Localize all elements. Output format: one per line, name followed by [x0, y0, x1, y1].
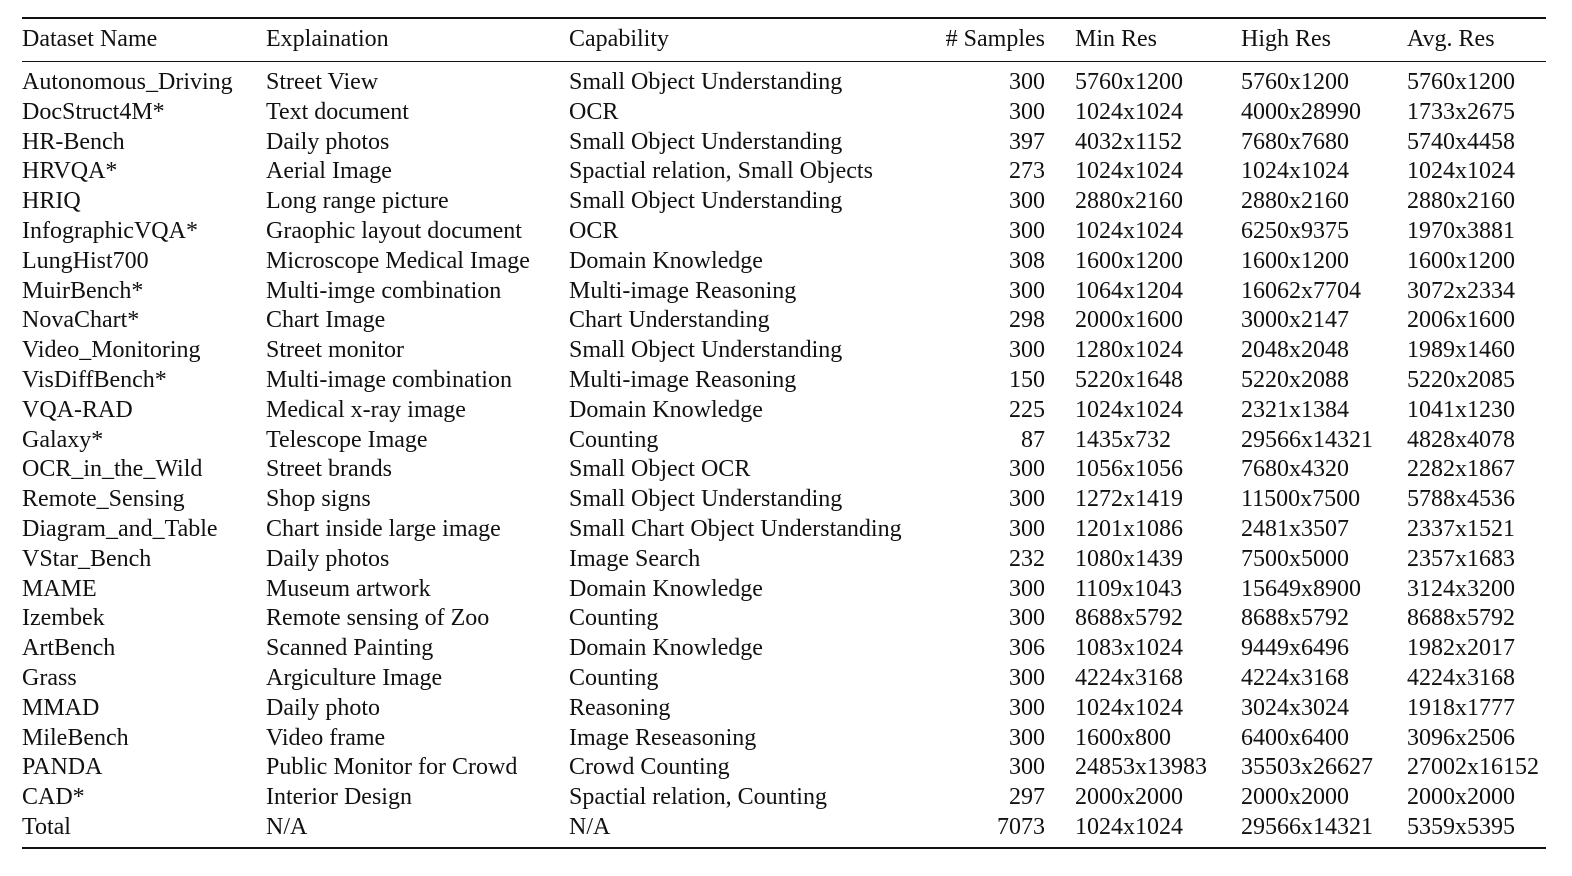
- cell-min-res: 8688x5792: [1075, 605, 1183, 632]
- cell-dataset-name: CAD*: [22, 784, 85, 811]
- cell-explaination: Street View: [266, 69, 379, 95]
- cell-min-res: 24853x13983: [1075, 754, 1207, 781]
- table-row: [22, 485, 1546, 515]
- cell-samples: 150: [1009, 366, 1045, 393]
- cell-min-res: 4224x3168: [1075, 664, 1183, 691]
- cell-dataset-name: Autonomous_Driving: [22, 69, 233, 95]
- cell-capability: Multi-image Reasoning: [569, 277, 797, 304]
- cell-explaination: Argiculture Image: [266, 664, 443, 691]
- cell-min-res: 5760x1200: [1075, 69, 1183, 95]
- cell-high-res: 29566x14321: [1241, 813, 1373, 840]
- cell-capability: Small Object Understanding: [569, 69, 843, 95]
- cell-capability: Domain Knowledge: [569, 396, 763, 423]
- cell-min-res: 1435x732: [1075, 426, 1171, 453]
- cell-samples: 300: [1009, 98, 1045, 125]
- cell-avg-res: 3124x3200: [1407, 575, 1515, 602]
- table-row: [22, 783, 1546, 813]
- cell-avg-res: 27002x16152: [1407, 754, 1539, 781]
- cell-min-res: 1024x1024: [1075, 98, 1183, 125]
- cell-high-res: 35503x26627: [1241, 754, 1373, 781]
- table-row: [22, 575, 1546, 605]
- cell-dataset-name: Video_Monitoring: [22, 337, 201, 364]
- cell-capability: Image Search: [569, 545, 701, 572]
- cell-high-res: 2481x3507: [1241, 515, 1349, 542]
- cell-high-res: 7680x7680: [1241, 128, 1349, 155]
- cell-dataset-name: HR-Bench: [22, 128, 125, 155]
- cell-samples: 306: [1009, 635, 1045, 662]
- table-row: [22, 634, 1546, 664]
- cell-dataset-name: VStar_Bench: [22, 545, 152, 572]
- cell-high-res: 5760x1200: [1241, 69, 1349, 95]
- table-row: [22, 753, 1546, 783]
- cell-explaination: Scanned Painting: [266, 635, 434, 662]
- cell-high-res: 4224x3168: [1241, 664, 1349, 691]
- cell-samples: 300: [1009, 515, 1045, 542]
- cell-samples: 273: [1009, 158, 1045, 185]
- cell-dataset-name: Galaxy*: [22, 426, 104, 453]
- cell-high-res: 3024x3024: [1241, 694, 1349, 721]
- table-row: [22, 187, 1546, 217]
- cell-high-res: 6250x9375: [1241, 217, 1349, 244]
- table-row: [22, 62, 1546, 98]
- cell-avg-res: 2006x1600: [1407, 307, 1515, 334]
- cell-samples: 300: [1009, 664, 1045, 691]
- header-dataset-name: Dataset Name: [22, 26, 158, 53]
- cell-capability: Spactial relation, Counting: [569, 784, 827, 811]
- table-header: [22, 18, 1546, 62]
- cell-avg-res: 2282x1867: [1407, 456, 1515, 483]
- cell-dataset-name: NovaChart*: [22, 307, 140, 334]
- table-row: [22, 604, 1546, 634]
- cell-samples: 298: [1009, 307, 1045, 334]
- cell-samples: 300: [1009, 724, 1045, 751]
- cell-capability: Chart Understanding: [569, 307, 770, 334]
- cell-dataset-name: MuirBench*: [22, 277, 144, 304]
- cell-min-res: 1024x1024: [1075, 158, 1183, 185]
- cell-high-res: 2321x1384: [1241, 396, 1349, 423]
- cell-avg-res: 4224x3168: [1407, 664, 1515, 691]
- cell-dataset-name: HRVQA*: [22, 158, 118, 185]
- cell-high-res: 5220x2088: [1241, 366, 1349, 393]
- cell-samples: 300: [1009, 188, 1045, 215]
- cell-high-res: 11500x7500: [1241, 486, 1361, 513]
- cell-explaination: Daily photo: [266, 694, 380, 721]
- cell-avg-res: 5740x4458: [1407, 128, 1515, 155]
- cell-min-res: 5220x1648: [1075, 366, 1183, 393]
- cell-samples: 300: [1009, 456, 1045, 483]
- table-row: [22, 128, 1546, 158]
- cell-dataset-name: PANDA: [22, 754, 103, 781]
- cell-min-res: 1280x1024: [1075, 337, 1183, 364]
- cell-high-res: 1600x1200: [1241, 247, 1349, 274]
- cell-dataset-name: HRIQ: [22, 188, 81, 215]
- cell-high-res: 8688x5792: [1241, 605, 1349, 632]
- cell-samples: 225: [1009, 396, 1045, 423]
- table-row: [22, 515, 1546, 545]
- table-row: [22, 455, 1546, 485]
- cell-samples: 300: [1009, 217, 1045, 244]
- table-row: [22, 366, 1546, 396]
- header-min-res: Min Res: [1075, 26, 1158, 53]
- cell-explaination: Multi-image combination: [266, 366, 512, 393]
- cell-samples: 308: [1009, 247, 1045, 274]
- cell-high-res: 4000x28990: [1241, 98, 1361, 125]
- table-row: [22, 98, 1546, 128]
- cell-capability: Counting: [569, 605, 659, 632]
- table-body: [22, 62, 1546, 848]
- cell-capability: Domain Knowledge: [569, 247, 763, 274]
- cell-dataset-name: Grass: [22, 664, 77, 691]
- cell-min-res: 1083x1024: [1075, 635, 1183, 662]
- cell-min-res: 1600x800: [1075, 724, 1171, 751]
- cell-min-res: 1201x1086: [1075, 515, 1183, 542]
- table-row: [22, 157, 1546, 187]
- cell-high-res: 6400x6400: [1241, 724, 1349, 751]
- cell-explaination: Medical x-ray image: [266, 396, 466, 423]
- cell-min-res: 2000x1600: [1075, 307, 1183, 334]
- cell-capability: Multi-image Reasoning: [569, 366, 797, 393]
- cell-samples: 300: [1009, 605, 1045, 632]
- table-row: [22, 724, 1546, 754]
- cell-samples: 300: [1009, 69, 1045, 95]
- cell-avg-res: 1982x2017: [1407, 635, 1515, 662]
- cell-high-res: 7500x5000: [1241, 545, 1349, 572]
- cell-explaination: Museum artwork: [266, 575, 431, 602]
- cell-capability: Small Object Understanding: [569, 337, 843, 364]
- cell-capability: Small Object OCR: [569, 456, 751, 483]
- cell-capability: Image Reseasoning: [569, 724, 757, 751]
- cell-avg-res: 3072x2334: [1407, 277, 1515, 304]
- cell-capability: Domain Knowledge: [569, 635, 763, 662]
- cell-avg-res: 8688x5792: [1407, 605, 1515, 632]
- table-row: [22, 396, 1546, 426]
- cell-min-res: 1024x1024: [1075, 396, 1183, 423]
- cell-avg-res: 2880x2160: [1407, 188, 1515, 215]
- cell-high-res: 29566x14321: [1241, 426, 1373, 453]
- table-row: [22, 694, 1546, 724]
- cell-explaination: Street monitor: [266, 337, 404, 364]
- cell-dataset-name: Total: [22, 813, 71, 840]
- cell-capability: Counting: [569, 664, 659, 691]
- cell-dataset-name: DocStruct4M*: [22, 98, 165, 125]
- cell-explaination: Microscope Medical Image: [266, 247, 530, 274]
- header-row: [22, 18, 1546, 62]
- cell-explaination: Chart Image: [266, 307, 386, 334]
- table-row: [22, 247, 1546, 277]
- cell-explaination: Remote sensing of Zoo: [266, 605, 490, 632]
- header-avg-res: Avg. Res: [1407, 26, 1495, 53]
- cell-samples: 397: [1009, 128, 1045, 155]
- cell-avg-res: 1989x1460: [1407, 337, 1515, 364]
- cell-capability: OCR: [569, 217, 619, 244]
- header-high-res: High Res: [1241, 26, 1331, 53]
- cell-high-res: 15649x8900: [1241, 575, 1361, 602]
- cell-avg-res: 5359x5395: [1407, 813, 1515, 840]
- dataset-table: [22, 17, 1546, 849]
- cell-samples: 232: [1009, 545, 1045, 572]
- cell-capability: Reasoning: [569, 694, 671, 721]
- cell-high-res: 2880x2160: [1241, 188, 1349, 215]
- dataset-table-container: [22, 17, 1546, 849]
- cell-capability: Small Object Understanding: [569, 188, 843, 215]
- cell-explaination: Daily photos: [266, 545, 390, 572]
- cell-avg-res: 2000x2000: [1407, 784, 1515, 811]
- header-explaination: Explaination: [266, 26, 389, 53]
- table-row: [22, 664, 1546, 694]
- cell-samples: 300: [1009, 277, 1045, 304]
- header-samples: # Samples: [945, 26, 1045, 53]
- cell-samples: 300: [1009, 575, 1045, 602]
- cell-min-res: 1024x1024: [1075, 217, 1183, 244]
- cell-capability: N/A: [569, 813, 611, 840]
- cell-dataset-name: LungHist700: [22, 247, 149, 274]
- table-row: [22, 306, 1546, 336]
- cell-explaination: Telescope Image: [266, 426, 428, 453]
- cell-min-res: 1600x1200: [1075, 247, 1183, 274]
- cell-avg-res: 5760x1200: [1407, 69, 1515, 95]
- cell-min-res: 4032x1152: [1075, 128, 1183, 155]
- cell-capability: Small Object Understanding: [569, 486, 843, 513]
- cell-dataset-name: MAME: [22, 575, 97, 602]
- cell-capability: Crowd Counting: [569, 754, 730, 781]
- cell-avg-res: 2337x1521: [1407, 515, 1515, 542]
- cell-explaination: Aerial Image: [266, 158, 392, 185]
- cell-avg-res: 4828x4078: [1407, 426, 1515, 453]
- table-row-total: [22, 813, 1546, 848]
- cell-min-res: 1272x1419: [1075, 486, 1183, 513]
- cell-avg-res: 5788x4536: [1407, 486, 1515, 513]
- cell-dataset-name: VisDiffBench*: [22, 366, 167, 393]
- cell-explaination: Multi-imge combination: [266, 277, 502, 304]
- cell-explaination: Street brands: [266, 456, 392, 483]
- cell-samples: 300: [1009, 486, 1045, 513]
- cell-high-res: 16062x7704: [1241, 277, 1361, 304]
- cell-dataset-name: ArtBench: [22, 635, 116, 662]
- cell-high-res: 2048x2048: [1241, 337, 1349, 364]
- cell-dataset-name: Remote_Sensing: [22, 486, 185, 513]
- cell-min-res: 1056x1056: [1075, 456, 1183, 483]
- cell-explaination: N/A: [266, 813, 308, 840]
- cell-avg-res: 2357x1683: [1407, 545, 1515, 572]
- cell-explaination: Video frame: [266, 724, 386, 751]
- cell-avg-res: 1024x1024: [1407, 158, 1515, 185]
- cell-capability: Counting: [569, 426, 659, 453]
- table-row: [22, 336, 1546, 366]
- cell-avg-res: 5220x2085: [1407, 366, 1515, 393]
- cell-explaination: Graophic layout document: [266, 217, 522, 244]
- cell-dataset-name: Diagram_and_Table: [22, 515, 218, 542]
- header-capability: Capability: [569, 26, 669, 53]
- cell-min-res: 1109x1043: [1075, 575, 1183, 602]
- cell-samples: 7073: [997, 813, 1045, 840]
- cell-capability: Spactial relation, Small Objects: [569, 158, 873, 185]
- cell-high-res: 3000x2147: [1241, 307, 1349, 334]
- cell-avg-res: 1918x1777: [1407, 694, 1515, 721]
- cell-dataset-name: MileBench: [22, 724, 129, 751]
- cell-explaination: Long range picture: [266, 188, 449, 215]
- cell-explaination: Daily photos: [266, 128, 390, 155]
- cell-samples: 300: [1009, 754, 1045, 781]
- cell-min-res: 2880x2160: [1075, 188, 1183, 215]
- cell-capability: Small Object Understanding: [569, 128, 843, 155]
- cell-samples: 300: [1009, 694, 1045, 721]
- cell-avg-res: 3096x2506: [1407, 724, 1515, 751]
- cell-dataset-name: VQA-RAD: [22, 396, 133, 423]
- cell-min-res: 2000x2000: [1075, 784, 1183, 811]
- cell-min-res: 1064x1204: [1075, 277, 1183, 304]
- cell-avg-res: 1041x1230: [1407, 396, 1515, 423]
- cell-samples: 300: [1009, 337, 1045, 364]
- cell-avg-res: 1970x3881: [1407, 217, 1515, 244]
- cell-explaination: Chart inside large image: [266, 515, 501, 542]
- cell-dataset-name: Izembek: [22, 605, 105, 632]
- table-row: [22, 426, 1546, 456]
- cell-avg-res: 1600x1200: [1407, 247, 1515, 274]
- table-row: [22, 545, 1546, 575]
- cell-explaination: Text document: [266, 98, 409, 125]
- cell-min-res: 1024x1024: [1075, 694, 1183, 721]
- table-row: [22, 277, 1546, 307]
- cell-high-res: 1024x1024: [1241, 158, 1349, 185]
- cell-high-res: 2000x2000: [1241, 784, 1349, 811]
- cell-min-res: 1080x1439: [1075, 545, 1183, 572]
- cell-capability: Domain Knowledge: [569, 575, 763, 602]
- cell-avg-res: 1733x2675: [1407, 98, 1515, 125]
- cell-dataset-name: InfographicVQA*: [22, 217, 198, 244]
- table-row: [22, 217, 1546, 247]
- cell-dataset-name: MMAD: [22, 694, 100, 721]
- cell-explaination: Interior Design: [266, 784, 412, 811]
- cell-explaination: Public Monitor for Crowd: [266, 754, 518, 781]
- cell-samples: 297: [1009, 784, 1045, 811]
- cell-high-res: 7680x4320: [1241, 456, 1349, 483]
- cell-high-res: 9449x6496: [1241, 635, 1349, 662]
- cell-min-res: 1024x1024: [1075, 813, 1183, 840]
- cell-capability: Small Chart Object Understanding: [569, 515, 902, 542]
- cell-explaination: Shop signs: [266, 486, 371, 513]
- cell-samples: 87: [1021, 426, 1045, 453]
- cell-capability: OCR: [569, 98, 619, 125]
- cell-dataset-name: OCR_in_the_Wild: [22, 456, 203, 483]
